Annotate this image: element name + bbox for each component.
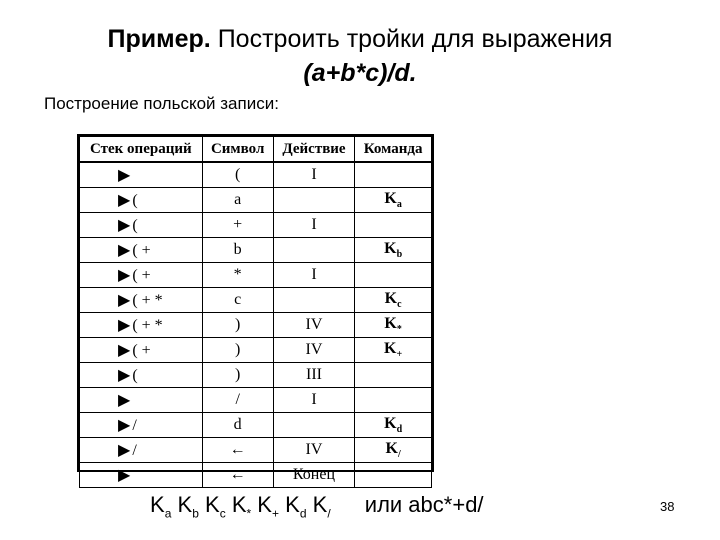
command-cell — [355, 213, 432, 238]
table-row — [80, 338, 432, 363]
stack-pointer-icon: ▶ — [118, 417, 131, 434]
command-letter: K — [384, 289, 398, 307]
stack-value: ( — [132, 217, 138, 234]
command-cell — [355, 313, 432, 338]
title-text: Построить тройки для выражения — [210, 25, 613, 53]
sequence-letter: K — [257, 492, 272, 517]
table-row — [80, 188, 432, 213]
stack-pointer-icon: ▶ — [118, 192, 131, 209]
table-row — [80, 313, 432, 338]
action-cell: IV — [273, 338, 355, 363]
stack-pointer-icon: ▶ — [118, 292, 131, 309]
or-text: или abc*+d/ — [364, 492, 484, 517]
symbol-cell: * — [202, 263, 273, 288]
symbol-cell: ( — [202, 162, 273, 188]
sequence-item — [177, 492, 199, 521]
command-letter: K — [384, 414, 397, 432]
stack-value: ( + — [132, 242, 151, 259]
header-symbol: Символ — [202, 137, 273, 163]
title-expression: (a+b*c)/d. — [303, 59, 417, 87]
stack-pointer-icon: ▶ — [118, 467, 131, 484]
action-cell: IV — [273, 313, 355, 338]
stack-cell — [80, 162, 203, 188]
symbol-cell: ) — [202, 338, 273, 363]
table-row — [80, 463, 432, 488]
symbol-cell: d — [202, 413, 273, 438]
sequence-item — [257, 492, 279, 521]
action-cell: I — [273, 162, 355, 188]
sequence-letter: K — [231, 492, 247, 517]
command-letter: K — [385, 439, 398, 457]
stack-value: ( + * — [132, 292, 163, 309]
sequence-subscript: + — [271, 506, 279, 521]
header-command: Команда — [355, 137, 432, 163]
stack-pointer-icon: ▶ — [118, 217, 131, 234]
symbol-cell: a — [202, 188, 273, 213]
symbol-cell: ← — [202, 463, 273, 488]
command-cell — [355, 338, 432, 363]
action-cell: I — [273, 263, 355, 288]
stack-value: ( — [132, 367, 138, 384]
stack-value: ( + — [132, 342, 151, 359]
action-cell — [273, 188, 355, 213]
stack-cell — [80, 263, 203, 288]
stack-cell — [80, 388, 203, 413]
stack-pointer-icon: ▶ — [118, 242, 131, 259]
command-subscript: / — [397, 449, 401, 461]
symbol-cell: ) — [202, 313, 273, 338]
command-subscript: b — [396, 249, 403, 261]
command-cell — [355, 363, 432, 388]
table — [79, 136, 432, 488]
sequence-subscript: d — [299, 506, 307, 521]
action-cell — [273, 238, 355, 263]
stack-pointer-icon: ▶ — [118, 392, 131, 409]
symbol-cell: ← — [202, 438, 273, 463]
command-subscript: + — [396, 349, 403, 361]
symbol-cell: ) — [202, 363, 273, 388]
table-row — [80, 413, 432, 438]
sequence-item — [285, 492, 307, 521]
command-cell — [355, 413, 432, 438]
command-cell — [355, 238, 432, 263]
sequence-subscript: / — [327, 506, 331, 521]
table-row — [80, 388, 432, 413]
command-subscript: c — [397, 299, 402, 311]
header-action: Действие — [273, 137, 355, 163]
stack-pointer-icon: ▶ — [118, 442, 131, 459]
slide-title — [0, 22, 720, 90]
stack-cell — [80, 463, 203, 488]
command-cell — [355, 263, 432, 288]
table-row — [80, 438, 432, 463]
stack-pointer-icon: ▶ — [118, 317, 131, 334]
sequence-letter: K — [312, 492, 328, 517]
command-subscript: a — [396, 199, 402, 211]
command-letter: K — [384, 239, 397, 257]
stack-cell — [80, 188, 203, 213]
command-letter: K — [384, 189, 397, 207]
stack-cell — [80, 363, 203, 388]
table-body — [80, 162, 432, 488]
table-header-row — [80, 137, 432, 163]
action-cell: III — [273, 363, 355, 388]
table-row — [80, 238, 432, 263]
command-cell — [355, 438, 432, 463]
stack-cell — [80, 313, 203, 338]
symbol-cell: + — [202, 213, 273, 238]
stack-pointer-icon: ▶ — [118, 367, 131, 384]
stack-value: / — [132, 442, 137, 459]
table-row — [80, 162, 432, 188]
command-cell — [355, 288, 432, 313]
footer-sequence — [150, 492, 484, 520]
command-subscript: * — [396, 324, 402, 336]
stack-pointer-icon: ▶ — [118, 342, 131, 359]
title-bold-prefix: Пример. — [107, 25, 211, 53]
stack-value: / — [132, 417, 137, 434]
stack-value: ( + — [132, 267, 151, 284]
command-cell — [355, 162, 432, 188]
subtitle: Построение польской записи: — [44, 94, 279, 113]
action-cell: Конец — [273, 463, 355, 488]
command-subscript: d — [396, 424, 403, 436]
symbol-cell: / — [202, 388, 273, 413]
stack-value: ( + * — [132, 317, 163, 334]
action-cell — [273, 413, 355, 438]
action-cell: I — [273, 213, 355, 238]
table-row — [80, 288, 432, 313]
polish-notation-table — [77, 134, 434, 484]
command-cell — [355, 463, 432, 488]
table-row — [80, 263, 432, 288]
command-letter: K — [384, 339, 397, 357]
stack-cell — [80, 213, 203, 238]
page-number: 38 — [660, 499, 675, 514]
sequence-letter: K — [177, 492, 193, 517]
stack-cell — [80, 338, 203, 363]
sequence-item — [150, 492, 172, 521]
stack-cell — [80, 413, 203, 438]
symbol-cell: b — [202, 238, 273, 263]
command-cell — [355, 388, 432, 413]
sequence-item — [205, 492, 226, 521]
action-cell — [273, 288, 355, 313]
sequence-item — [231, 492, 252, 521]
sequence-subscript: c — [219, 506, 226, 521]
command-sequence — [150, 492, 337, 521]
command-letter: K — [384, 314, 397, 332]
sequence-letter: K — [205, 492, 220, 517]
title-line-1 — [0, 22, 720, 56]
action-cell: I — [273, 388, 355, 413]
sequence-subscript: a — [164, 506, 172, 521]
symbol-cell: c — [202, 288, 273, 313]
header-stack: Стек операций — [80, 137, 203, 163]
table-row — [80, 213, 432, 238]
stack-cell — [80, 288, 203, 313]
stack-pointer-icon: ▶ — [118, 167, 131, 184]
table-row — [80, 363, 432, 388]
sequence-item — [312, 492, 331, 521]
stack-cell — [80, 238, 203, 263]
command-cell — [355, 188, 432, 213]
sequence-subscript: b — [192, 506, 199, 521]
stack-value: ( — [132, 192, 138, 209]
action-cell: IV — [273, 438, 355, 463]
sequence-letter: K — [150, 492, 165, 517]
stack-cell — [80, 438, 203, 463]
sequence-letter: K — [285, 492, 300, 517]
stack-pointer-icon: ▶ — [118, 267, 131, 284]
sequence-subscript: * — [246, 506, 252, 521]
